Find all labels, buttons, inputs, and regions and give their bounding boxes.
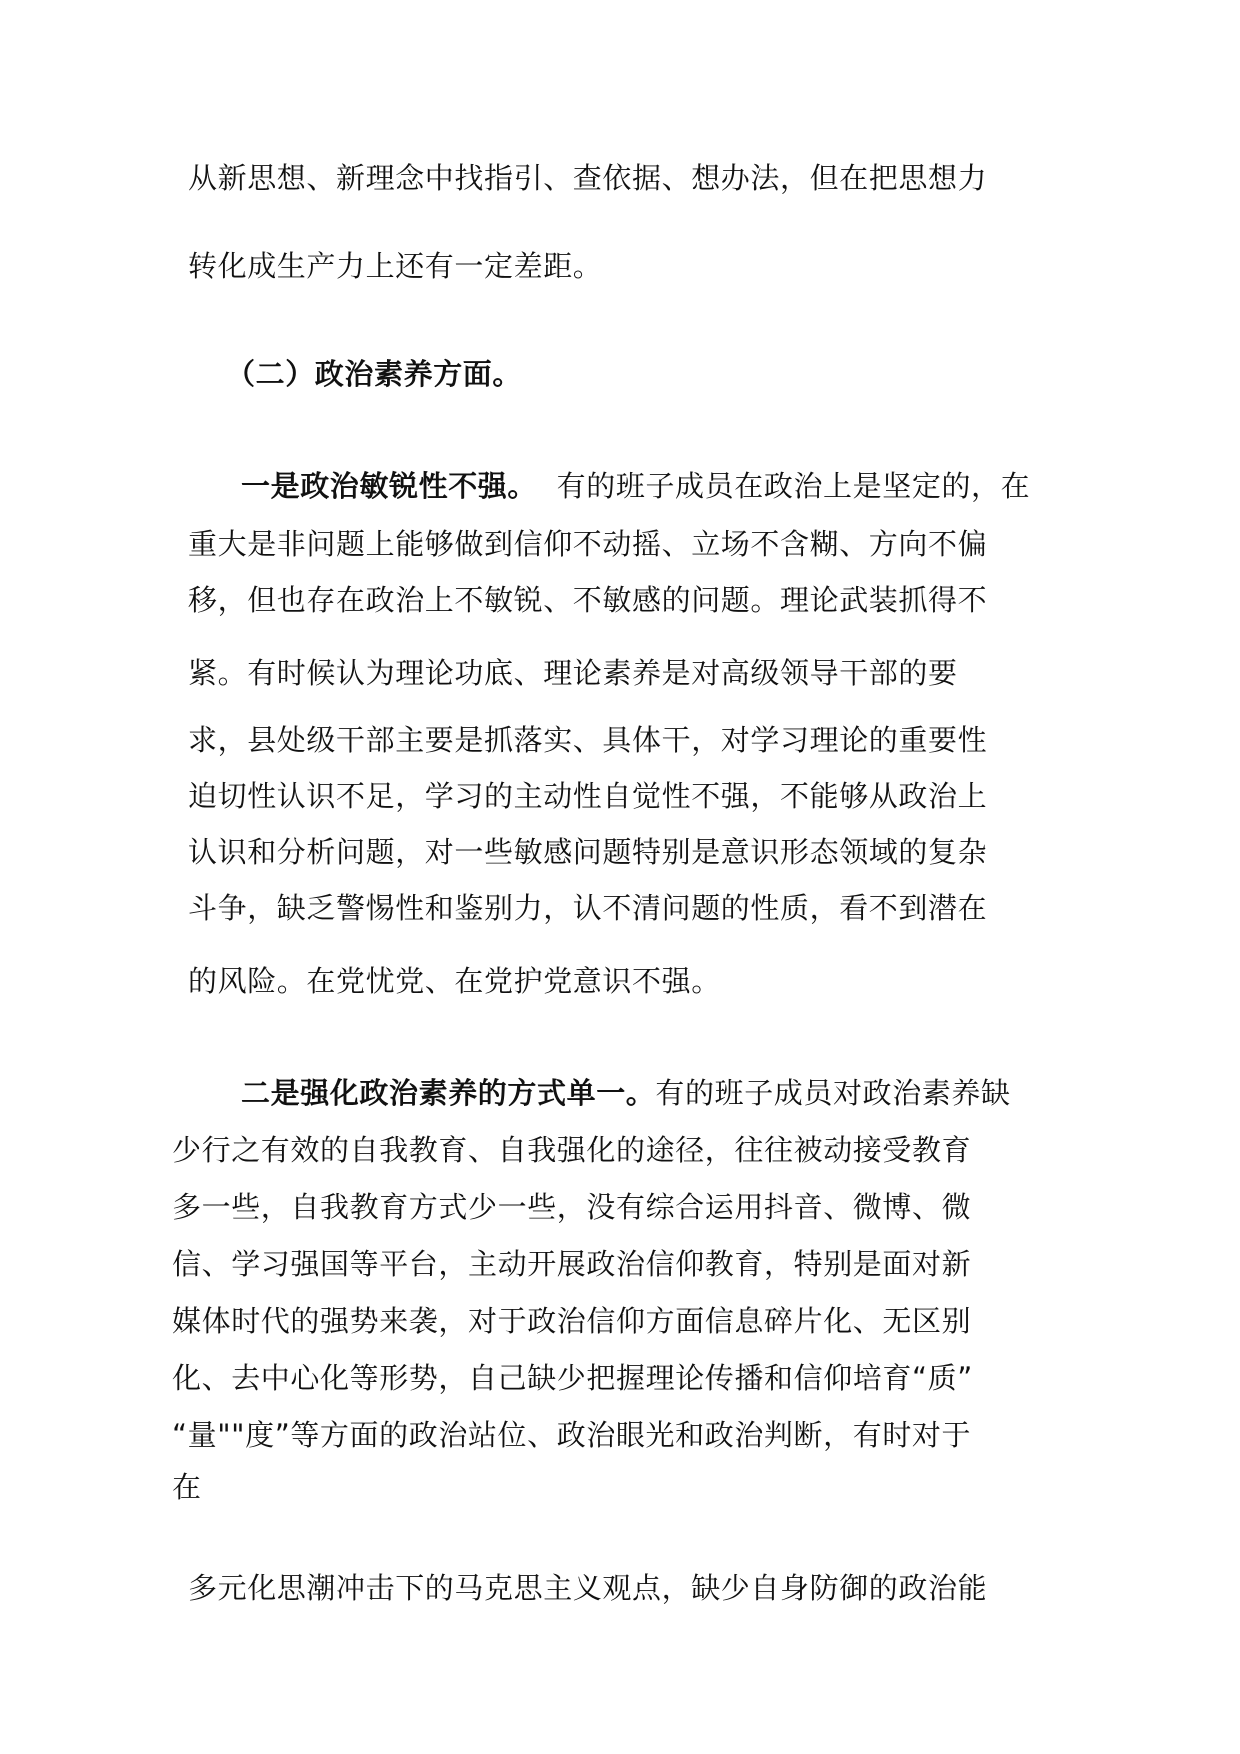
paragraph-line: 信、学习强国等平台，主动开展政治信仰教育，特别是面对新	[172, 1247, 972, 1281]
point-title: 一是政治敏锐性不强。	[241, 469, 538, 503]
paragraph-line: 重大是非问题上能够做到信仰不动摇、立场不含糊、方向不偏	[188, 527, 988, 561]
paragraph-line: 求，县处级干部主要是抓落实、具体干，对学习理论的重要性	[188, 723, 988, 757]
paragraph-text: 有的班子成员对政治素养缺	[655, 1076, 1011, 1110]
paragraph-line: 多一些，自我教育方式少一些，没有综合运用抖音、微博、微	[172, 1190, 972, 1224]
section-heading: （二）政治素养方面。	[226, 357, 523, 391]
paragraph-line: 少行之有效的自我教育、自我强化的途径，往往被动接受教育	[172, 1133, 972, 1167]
point-title: 二是强化政治素养的方式单一。	[241, 1076, 656, 1110]
paragraph-line: 媒体时代的强势来袭，对于政治信仰方面信息碎片化、无区别	[172, 1304, 972, 1338]
paragraph-line: 斗争，缺乏警惕性和鉴别力，认不清问题的性质，看不到潜在	[188, 891, 988, 925]
paragraph-line: 从新思想、新理念中找指引、查依据、想办法，但在把思想力	[188, 161, 988, 195]
paragraph-line: 移，但也存在政治上不敏锐、不敏感的问题。理论武装抓得不	[188, 583, 988, 617]
paragraph-line: 的风险。在党忧党、在党护党意识不强。	[188, 964, 721, 998]
paragraph-line	[241, 466, 1030, 506]
paragraph-line: 认识和分析问题，对一些敏感问题特别是意识形态领域的复杂	[188, 835, 988, 869]
paragraph-line: 多元化思潮冲击下的马克思主义观点，缺少自身防御的政治能	[188, 1571, 988, 1605]
paragraph-line: 紧。有时候认为理论功底、理论素养是对高级领导干部的要	[188, 656, 958, 690]
paragraph-text: 有的班子成员在政治上是坚定的，在	[537, 469, 1031, 503]
paragraph-line: 在	[172, 1470, 202, 1504]
paragraph-line: 转化成生产力上还有一定差距。	[188, 249, 603, 283]
paragraph-line: “量""度”等方面的政治站位、政治眼光和政治判断，有时对于	[172, 1418, 972, 1452]
paragraph-line: 迫切性认识不足，学习的主动性自觉性不强，不能够从政治上	[188, 779, 988, 813]
paragraph-line: 化、去中心化等形势，自己缺少把握理论传播和信仰培育“质”	[172, 1361, 973, 1395]
paragraph-line	[241, 1073, 1011, 1113]
